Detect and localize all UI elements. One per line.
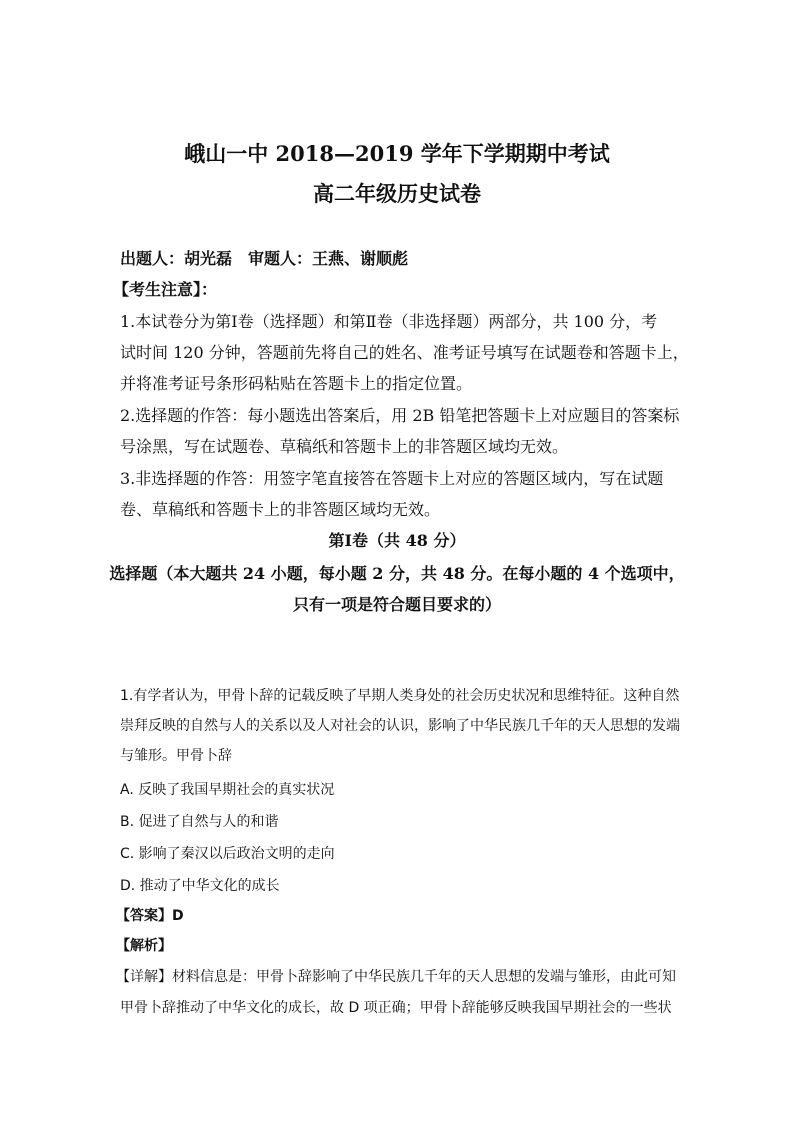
section-description-line-2: 只有一项是符合题目要求的） <box>292 595 501 614</box>
notice-item-1-line-1: 1.本试卷分为第Ⅰ卷（选择题）和第Ⅱ卷（非选择题）两部分，共 100 分，考 <box>120 312 658 331</box>
section-description-line-1: 选择题（本大题共 24 小题，每小题 2 分，共 48 分。在每小题的 4 个选项中， <box>109 564 685 583</box>
question-1-stem-line-3: 与雏形。甲骨卜辞 <box>120 748 232 764</box>
question-1-option-c: C. 影响了秦汉以后政治文明的走向 <box>120 846 335 862</box>
notice-item-2-line-2: 号涂黑，写在试题卷、草稿纸和答题卡上的非答题区域均无效。 <box>120 437 569 456</box>
question-1-analysis-label: 【解析】 <box>116 938 172 954</box>
notice-item-1-line-2: 试时间 120 分钟，答题前先将自己的姓名、准考证号填写在试题卷和答题卡上， <box>120 343 689 362</box>
question-1-stem-line-2: 崇拜反映的自然与人的关系以及人对社会的认识，影响了中华民族几千年的天人思想的发端 <box>120 718 680 734</box>
notice-item-2-line-1: 2.选择题的作答：每小题选出答案后，用 2B 铅笔把答题卡上对应题目的答案标 <box>120 406 680 425</box>
section-title: 第Ⅰ卷（共 48 分） <box>328 531 466 550</box>
notice-heading: 【考生注意】： <box>113 280 218 299</box>
notice-item-3-line-1: 3.非选择题的作答：用签字笔直接答在答题卡上对应的答题区域内，写在试题 <box>120 469 664 488</box>
question-1-explanation-line-2: 甲骨卜辞推动了中华文化的成长，故 D 项正确；甲骨卜辞能够反映我国早期社会的一些状 <box>120 1000 672 1016</box>
exam-title: 峨山一中 2018—2019 学年下学期期中考试 <box>184 141 610 166</box>
authors-line: 出题人：胡光磊 审题人：王燕、谢顺彪 <box>120 249 409 268</box>
question-1-option-b: B. 促进了自然与人的和谐 <box>120 814 279 830</box>
exam-subtitle: 高二年级历史试卷 <box>313 181 481 206</box>
notice-item-1-line-3: 并将准考证号条形码粘贴在答题卡上的指定位置。 <box>120 374 473 393</box>
notice-item-3-line-2: 卷、草稿纸和答题卡上的非答题区域均无效。 <box>120 500 441 519</box>
question-1-option-d: D. 推动了中华文化的成长 <box>120 878 280 894</box>
question-1-answer: 【答案】D <box>116 908 184 924</box>
question-1-option-a: A. 反映了我国早期社会的真实状况 <box>120 782 335 798</box>
question-1-explanation-line-1: 【详解】材料信息是：甲骨卜辞影响了中华民族几千年的天人思想的发端与雏形，由此可知 <box>116 969 676 985</box>
question-1-stem-line-1: 1.有学者认为，甲骨卜辞的记载反映了早期人类身处的社会历史状况和思维特征。这种自然 <box>120 688 680 704</box>
